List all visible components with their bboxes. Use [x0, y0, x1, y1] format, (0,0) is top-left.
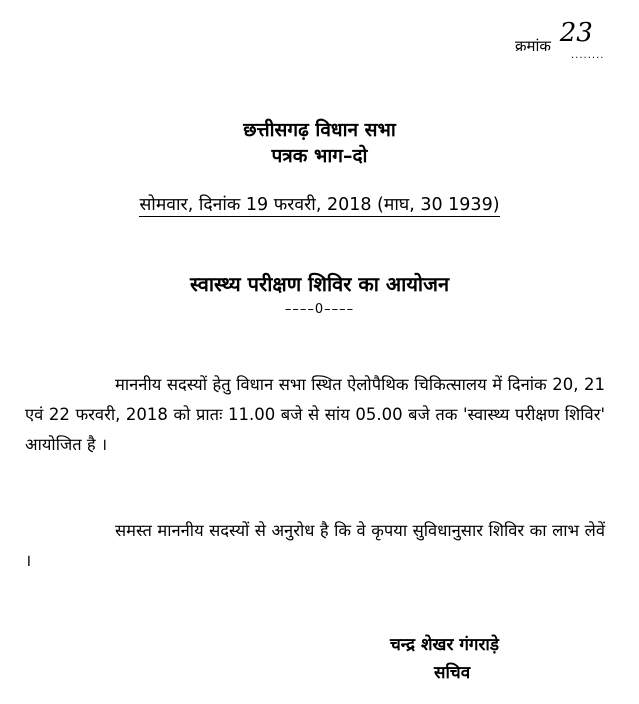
bulletin-part-heading: पत्रक भाग–दो	[271, 145, 368, 167]
serial-number-block	[515, 18, 605, 61]
signatory-designation: सचिव	[434, 663, 471, 683]
body-paragraph-2: समस्त माननीय सदस्यों से अनुरोध है कि वे कृपया सुविधानुसार शिविर का लाभ लेवें ।	[25, 521, 605, 570]
subject-separator: ––––0––––	[284, 302, 355, 317]
serial-label: क्रमांक	[515, 37, 551, 55]
date-line-text: सोमवार, दिनांक 19 फरवरी, 2018 (माघ, 30 1939)	[139, 195, 500, 215]
signatory-name: चन्द्र शेखर गंगराड़े	[390, 635, 499, 655]
serial-number-handwritten: 23	[559, 18, 593, 48]
assembly-name-heading: छत्तीसगढ़ विधान सभा	[243, 119, 396, 141]
date-line	[0, 192, 639, 216]
body-paragraph-1: माननीय सदस्यों हेतु विधान सभा स्थित ऐलोपैथिक चिकित्सालय में दिनांक 20, 21 एवं 22 फरवरी, 2018 को प्रातः 11.00 बजे से सांय 05.00 बजे तक 'स्वास्थ्य परीक्षण शिविर' आयोजित है ।	[25, 375, 605, 454]
subject-title: स्वास्थ्य परीक्षण शिविर का आयोजन	[189, 272, 450, 296]
serial-dotted-line: ........	[571, 50, 605, 61]
